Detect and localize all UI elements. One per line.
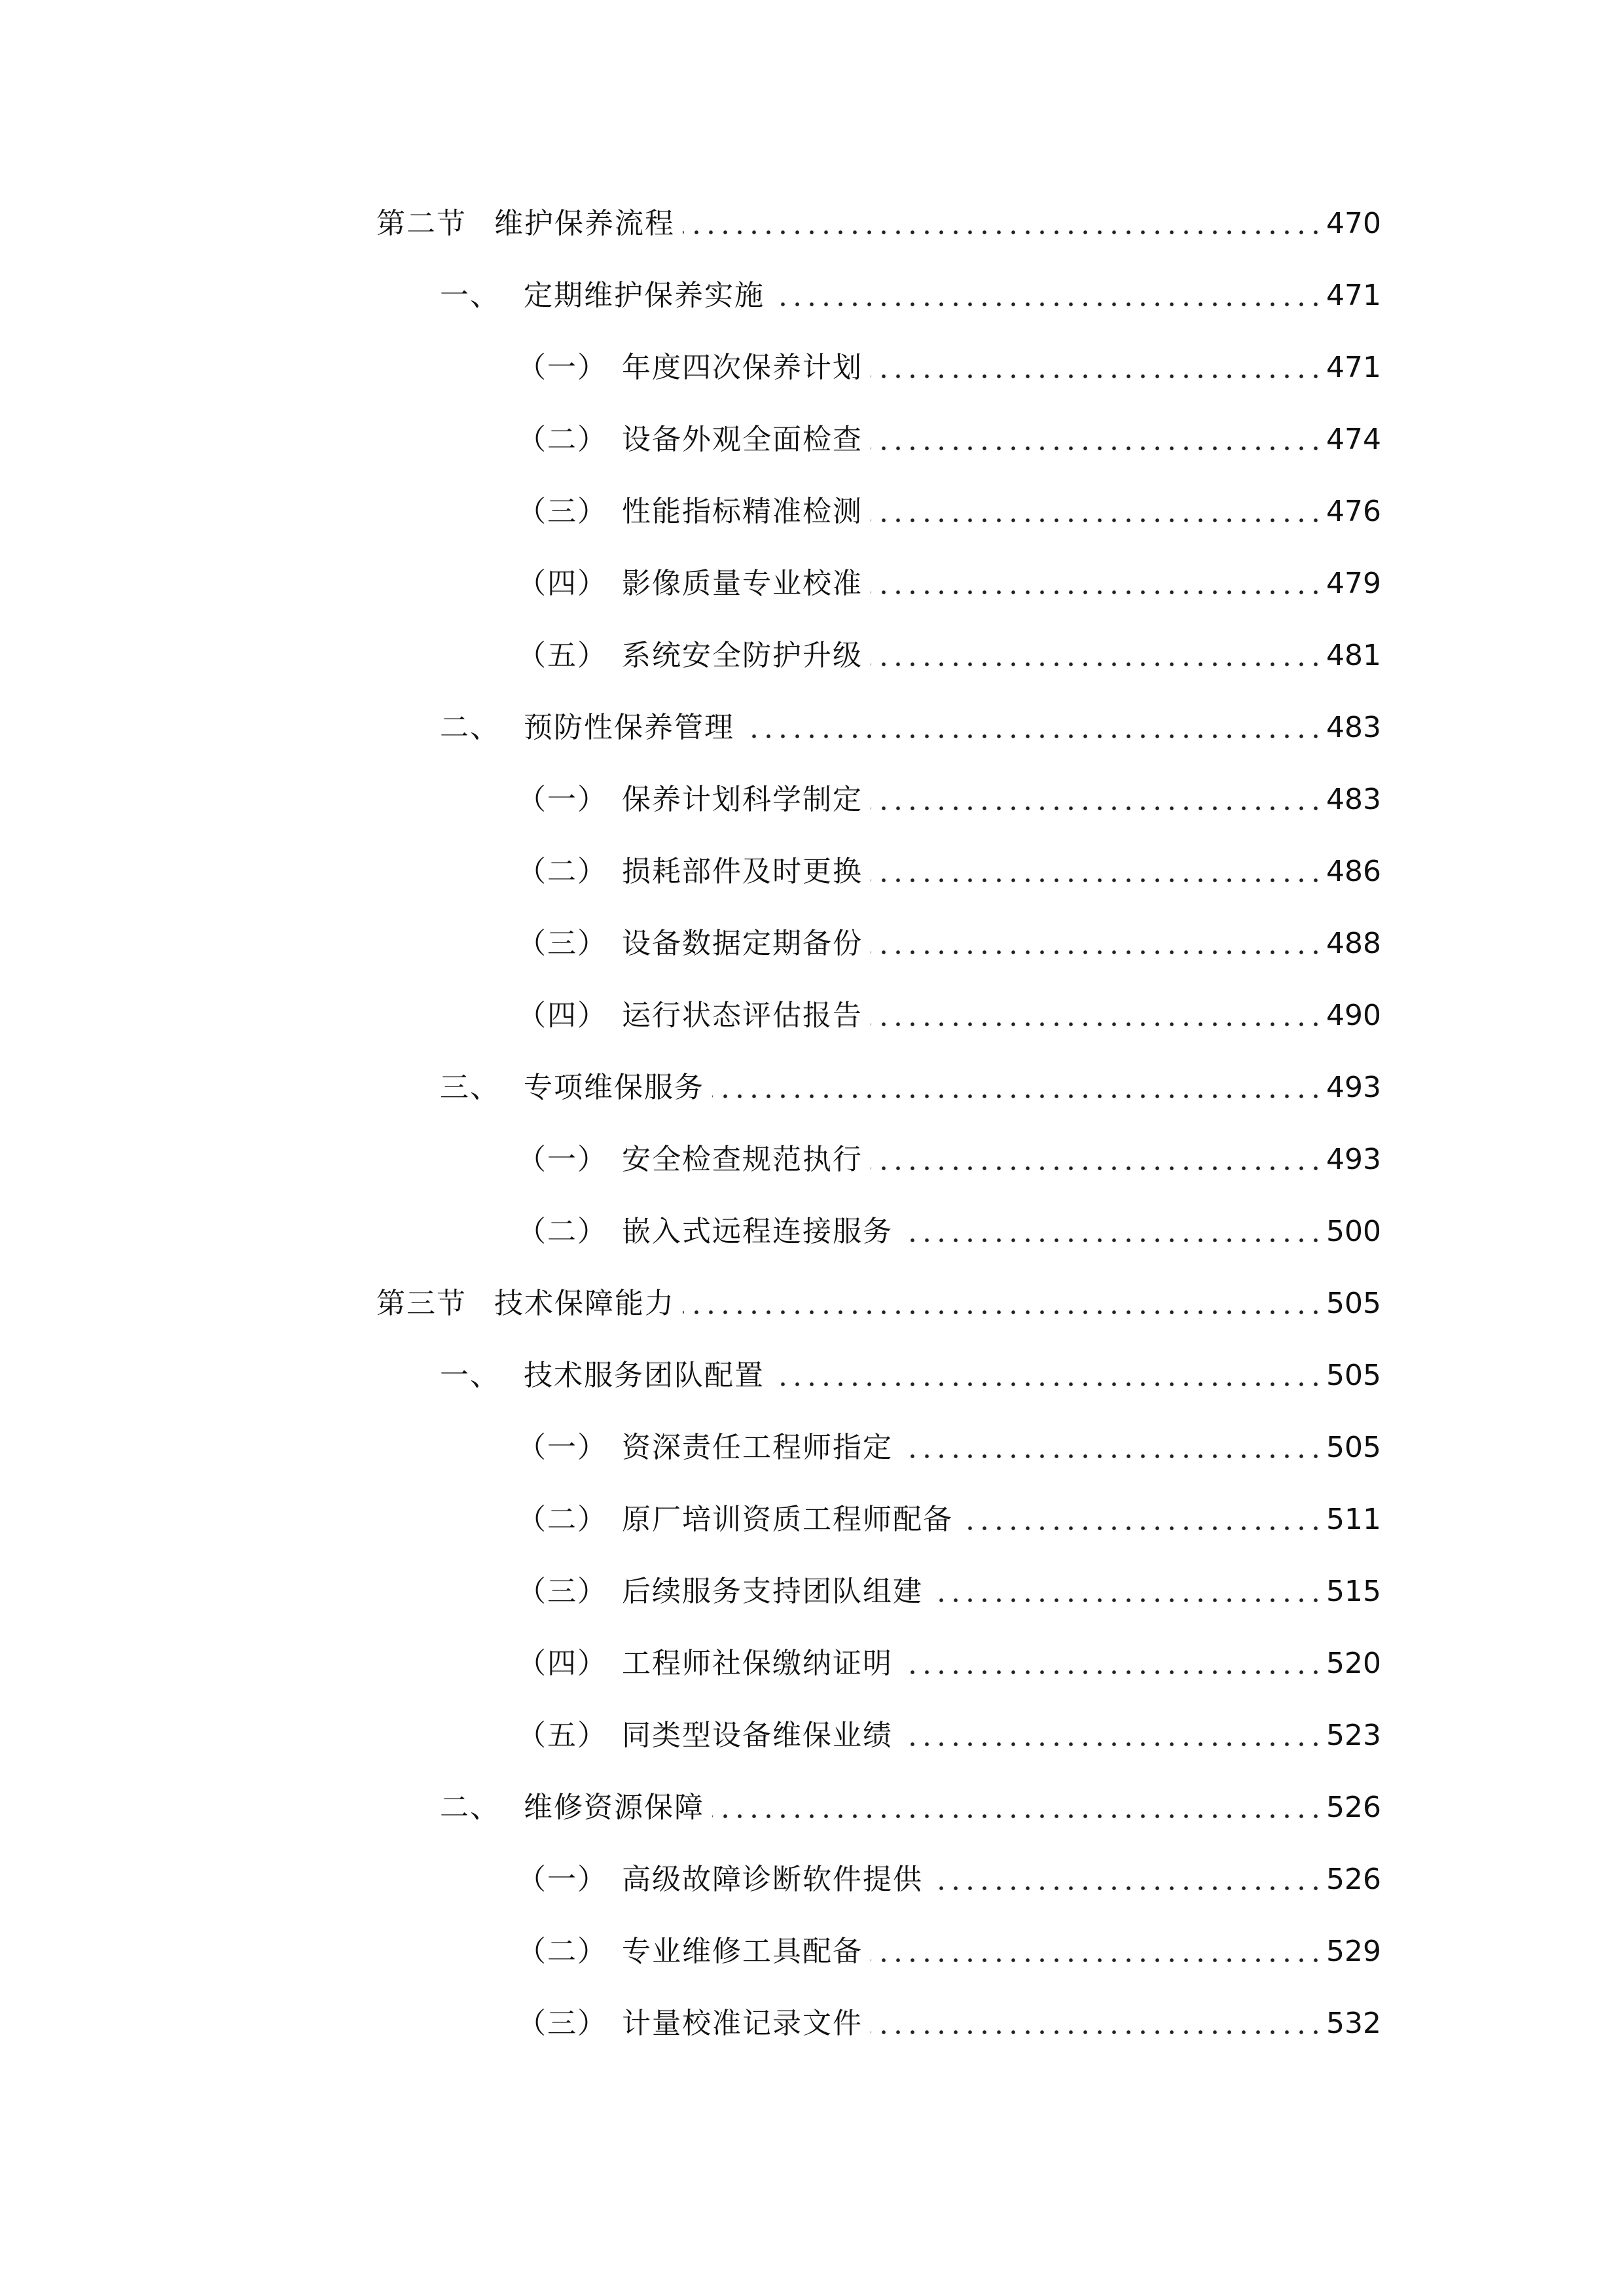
- toc-entry-number: （三）: [517, 1575, 607, 1608]
- toc-leader-dots: [901, 1429, 1323, 1466]
- toc-page-number: 476: [1326, 495, 1381, 528]
- toc-page-number: 470: [1326, 207, 1381, 240]
- toc-page-number: 471: [1326, 351, 1381, 384]
- toc-page-number: 474: [1326, 423, 1381, 456]
- toc-page-number: 479: [1326, 567, 1381, 600]
- toc-entry-title: 保养计划科学制定: [622, 783, 863, 816]
- toc-leader-dots: [772, 278, 1323, 314]
- toc-entry-item[interactable]: [0, 550, 1624, 622]
- toc-entry-item[interactable]: [0, 1198, 1624, 1270]
- toc-leader-dots: [871, 1933, 1323, 1970]
- toc-page-number: 505: [1326, 1359, 1381, 1392]
- toc-entry-item[interactable]: [0, 766, 1624, 838]
- toc-page-number: 488: [1326, 927, 1381, 960]
- toc-entry-title: 资深责任工程师指定: [622, 1431, 893, 1464]
- toc-leader-dots: [931, 1861, 1323, 1898]
- toc-page-number: 481: [1326, 639, 1381, 672]
- toc-entry-number: （一）: [517, 1143, 607, 1176]
- toc-entry-title: 损耗部件及时更换: [622, 855, 863, 888]
- toc-entry-number: （二）: [517, 1503, 607, 1536]
- toc-entry-number: 一、: [440, 1359, 500, 1392]
- toc-entry-number: （一）: [517, 783, 607, 816]
- toc-entry-number: （四）: [517, 567, 607, 600]
- toc-entry-title: 维护保养流程: [494, 207, 675, 240]
- toc-entry-title: 维修资源保障: [524, 1791, 704, 1824]
- toc-leader-dots: [961, 1501, 1323, 1538]
- toc-entry-number: （三）: [517, 2007, 607, 2040]
- toc-page-number: 500: [1326, 1215, 1381, 1248]
- toc-entry-number: （四）: [517, 1647, 607, 1680]
- toc-entry-subsection[interactable]: [0, 262, 1624, 334]
- toc-entry-item[interactable]: [0, 1702, 1624, 1774]
- toc-entry-number: （四）: [517, 999, 607, 1032]
- toc-entry-item[interactable]: [0, 1414, 1624, 1486]
- toc-leader-dots: [871, 997, 1323, 1034]
- toc-page-number: 490: [1326, 999, 1381, 1032]
- toc-leader-dots: [871, 350, 1323, 386]
- toc-entry-item[interactable]: [0, 1486, 1624, 1558]
- toc-page-number: 471: [1326, 279, 1381, 312]
- toc-entry-title: 技术服务团队配置: [524, 1359, 765, 1392]
- toc-entry-subsection[interactable]: [0, 1054, 1624, 1126]
- toc-entry-title: 年度四次保养计划: [622, 351, 863, 384]
- toc-leader-dots: [871, 853, 1323, 890]
- toc-leader-dots: [871, 2005, 1323, 2042]
- toc-leader-dots: [683, 206, 1323, 242]
- toc-entry-title: 性能指标精准检测: [622, 495, 863, 528]
- toc-entry-item[interactable]: [0, 622, 1624, 694]
- toc-entry-number: 第三节: [376, 1287, 467, 1320]
- toc-entry-item[interactable]: [0, 1846, 1624, 1918]
- toc-leader-dots: [871, 565, 1323, 602]
- toc-entry-title: 专项维保服务: [524, 1071, 704, 1104]
- toc-entry-title: 系统安全防护升级: [622, 639, 863, 672]
- toc-entry-number: （二）: [517, 1935, 607, 1968]
- toc-entry-number: 二、: [440, 1791, 500, 1824]
- toc-page-number: 529: [1326, 1935, 1381, 1968]
- toc-entry-item[interactable]: [0, 982, 1624, 1054]
- toc-page-number: 483: [1326, 783, 1381, 816]
- toc-entry-number: （二）: [517, 423, 607, 456]
- toc-leader-dots: [871, 1141, 1323, 1178]
- toc-entry-title: 技术保障能力: [494, 1287, 675, 1320]
- toc-page-number: 532: [1326, 2007, 1381, 2040]
- toc-entry-number: 三、: [440, 1071, 500, 1104]
- toc-leader-dots: [871, 493, 1323, 530]
- toc-entry-subsection[interactable]: [0, 1774, 1624, 1846]
- toc-entry-number: 第二节: [376, 207, 467, 240]
- toc-page-number: 505: [1326, 1287, 1381, 1320]
- toc-leader-dots: [712, 1069, 1323, 1106]
- toc-entry-item[interactable]: [0, 1630, 1624, 1702]
- toc-entry-title: 影像质量专业校准: [622, 567, 863, 600]
- toc-entry-number: 二、: [440, 711, 500, 744]
- toc-leader-dots: [901, 1717, 1323, 1754]
- toc-entry-title: 高级故障诊断软件提供: [622, 1863, 923, 1896]
- toc-entry-subsection[interactable]: [0, 694, 1624, 766]
- toc-page-number: 486: [1326, 855, 1381, 888]
- toc-page-number: 526: [1326, 1791, 1381, 1824]
- toc-leader-dots: [871, 422, 1323, 458]
- toc-entry-item[interactable]: [0, 910, 1624, 982]
- toc-page-number: 505: [1326, 1431, 1381, 1464]
- toc-entry-item[interactable]: [0, 1558, 1624, 1630]
- toc-entry-title: 专业维修工具配备: [622, 1935, 863, 1968]
- toc-page-number: 515: [1326, 1575, 1381, 1608]
- toc-entry-number: （一）: [517, 351, 607, 384]
- toc-entry-title: 后续服务支持团队组建: [622, 1575, 923, 1608]
- toc-entry-item[interactable]: [0, 406, 1624, 478]
- toc-leader-dots: [871, 637, 1323, 674]
- toc-entry-number: （五）: [517, 1719, 607, 1752]
- toc-leader-dots: [683, 1285, 1323, 1322]
- toc-entry-number: （一）: [517, 1431, 607, 1464]
- toc-entry-subsection[interactable]: [0, 1342, 1624, 1414]
- toc-page-number: 493: [1326, 1071, 1381, 1104]
- toc-entry-number: （二）: [517, 1215, 607, 1248]
- toc-entry-number: （二）: [517, 855, 607, 888]
- toc-entry-item[interactable]: [0, 838, 1624, 910]
- toc-leader-dots: [871, 925, 1323, 962]
- toc-page-number: 520: [1326, 1647, 1381, 1680]
- toc-entry-title: 设备外观全面检查: [622, 423, 863, 456]
- toc-entry-title: 定期维护保养实施: [524, 279, 765, 312]
- toc-entry-title: 原厂培训资质工程师配备: [622, 1503, 953, 1536]
- toc-page-number: 511: [1326, 1503, 1381, 1536]
- toc-entry-item[interactable]: [0, 478, 1624, 550]
- table-of-contents: [0, 190, 1624, 2062]
- toc-leader-dots: [931, 1573, 1323, 1610]
- toc-page-number: 523: [1326, 1719, 1381, 1752]
- toc-entry-title: 设备数据定期备份: [622, 927, 863, 960]
- toc-leader-dots: [742, 709, 1323, 746]
- toc-page-number: 526: [1326, 1863, 1381, 1896]
- toc-page-number: 483: [1326, 711, 1381, 744]
- toc-entry-title: 计量校准记录文件: [622, 2007, 863, 2040]
- toc-entry-item[interactable]: [0, 1918, 1624, 1990]
- toc-entry-section[interactable]: [0, 190, 1624, 262]
- toc-leader-dots: [712, 1789, 1323, 1826]
- toc-leader-dots: [772, 1357, 1323, 1394]
- toc-entry-title: 运行状态评估报告: [622, 999, 863, 1032]
- toc-entry-item[interactable]: [0, 1990, 1624, 2062]
- toc-entry-title: 嵌入式远程连接服务: [622, 1215, 893, 1248]
- toc-entry-title: 工程师社保缴纳证明: [622, 1647, 893, 1680]
- toc-entry-item[interactable]: [0, 334, 1624, 406]
- toc-entry-number: 一、: [440, 279, 500, 312]
- toc-entry-number: （一）: [517, 1863, 607, 1896]
- toc-entry-item[interactable]: [0, 1126, 1624, 1198]
- toc-leader-dots: [871, 781, 1323, 818]
- toc-entry-number: （五）: [517, 639, 607, 672]
- toc-page-number: 493: [1326, 1143, 1381, 1176]
- toc-entry-title: 同类型设备维保业绩: [622, 1719, 893, 1752]
- toc-entry-title: 预防性保养管理: [524, 711, 734, 744]
- toc-entry-title: 安全检查规范执行: [622, 1143, 863, 1176]
- toc-leader-dots: [901, 1213, 1323, 1250]
- toc-entry-number: （三）: [517, 927, 607, 960]
- toc-entry-section[interactable]: [0, 1270, 1624, 1342]
- toc-leader-dots: [901, 1645, 1323, 1682]
- toc-entry-number: （三）: [517, 495, 607, 528]
